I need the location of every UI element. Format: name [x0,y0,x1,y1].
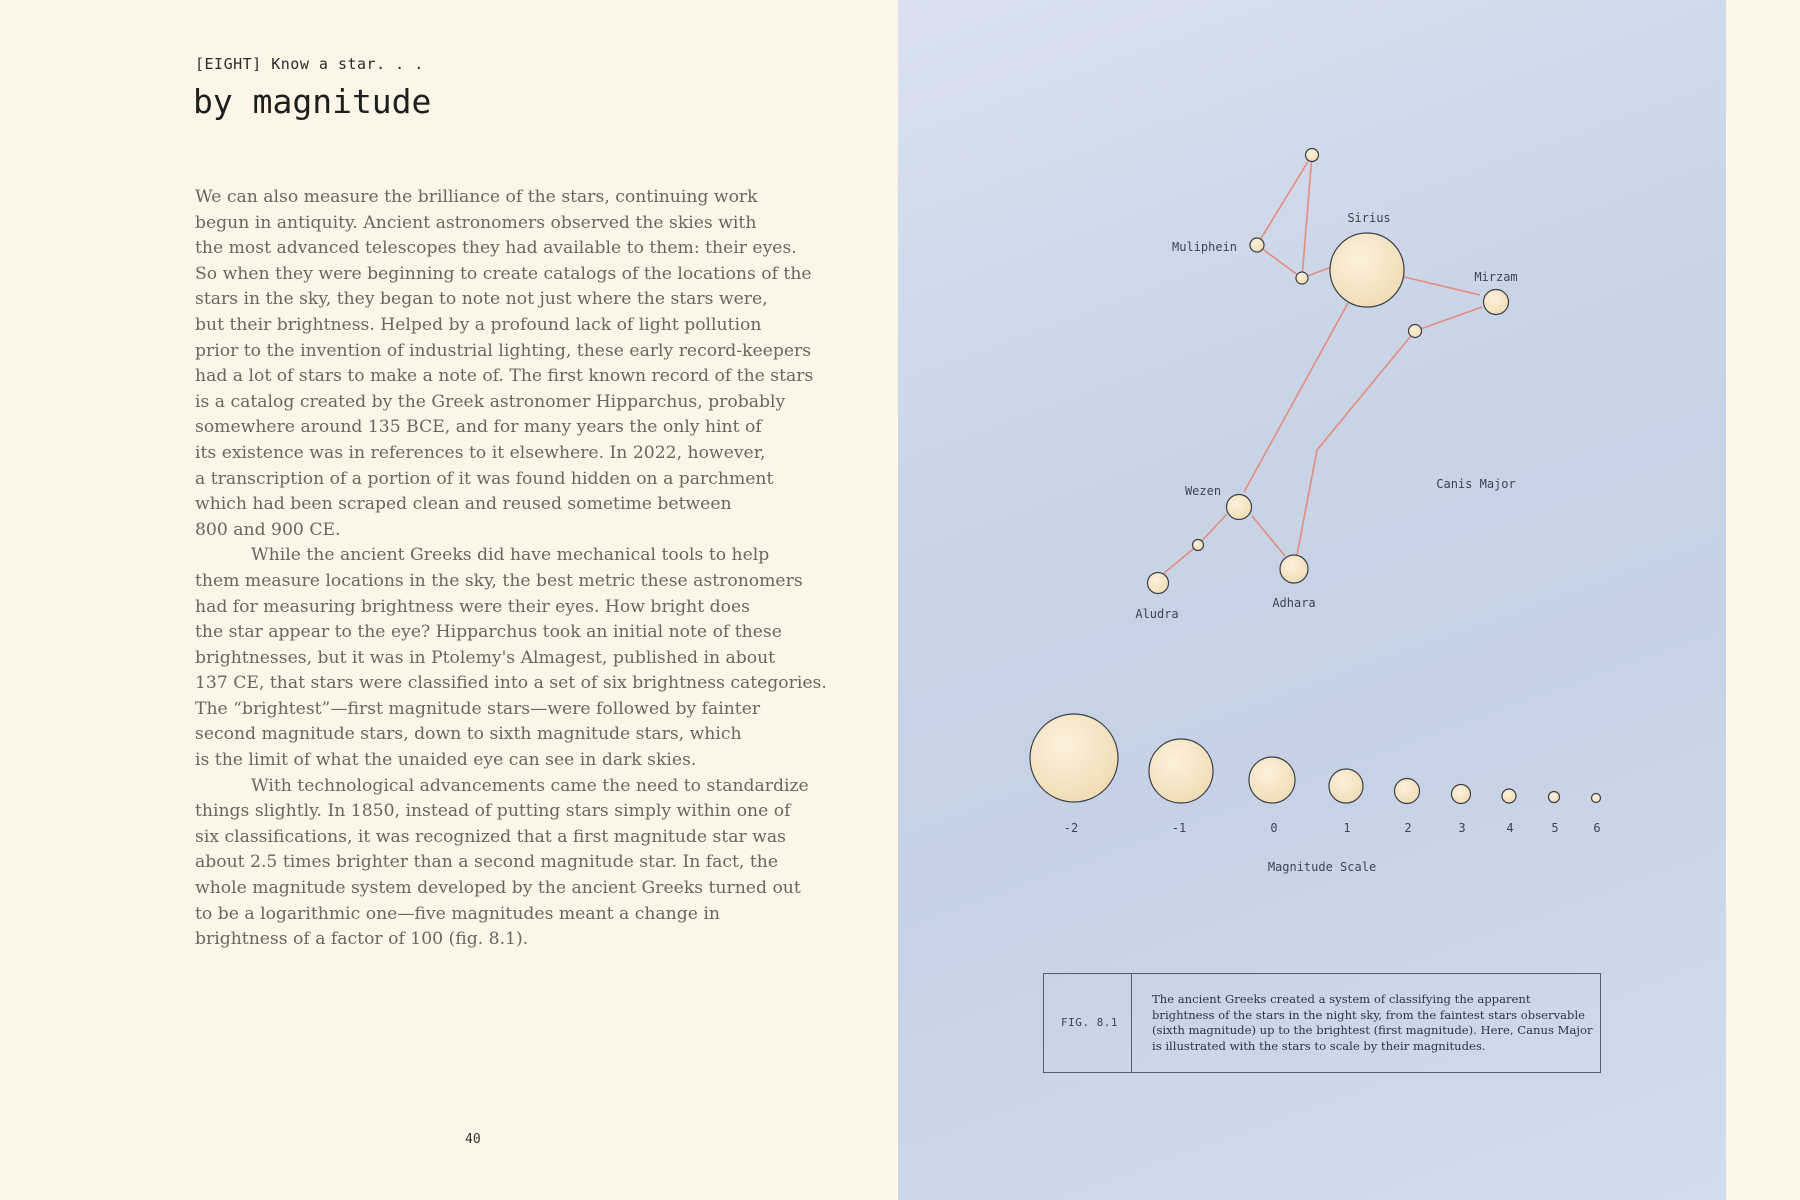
body-line: about 2.5 times brighter than a second magnitude star. In fact, the [195,852,778,873]
chapter-kicker: [EIGHT] Know a star. . . [195,55,424,73]
magnitude-tick-4: 4 [1506,821,1514,835]
body-line: second magnitude stars, down to sixth magnitude stars, which [195,724,742,745]
figure-caption-box [1043,973,1601,1073]
body-line: is the limit of what the unaided eye can see in dark skies. [195,750,697,771]
magnitude-tick-5: 5 [1551,821,1559,835]
body-text [195,185,827,953]
body-line: 137 CE, that stars were classified into a set of six brightness categories. [195,673,827,694]
body-line: So when they were beginning to create catalogs of the locations of the [195,263,812,284]
figure-label: FIG. 8.1 [1061,1016,1118,1029]
label-wezen: Wezen [1184,484,1222,498]
label-mirzam: Mirzam [1474,270,1518,284]
magnitude-tick-minus-1: -1 [1171,821,1187,835]
body-paragraph [195,185,814,543]
body-line: The “brightest”—first magnitude stars—were followed by fainter [195,698,761,719]
body-paragraph [195,774,809,953]
label-aludra: Aludra [1135,607,1179,621]
magnitude-tick-6: 6 [1593,821,1601,835]
label-constellation: Canis Major [1436,477,1516,491]
body-line: While the ancient Greeks did have mechanical tools to help [251,545,770,566]
body-line: a transcription of a portion of it was found hidden on a parchment [195,468,774,489]
magnitude-tick-0: 0 [1270,821,1278,835]
body-line: We can also measure the brilliance of the stars, continuing work [195,187,758,207]
magnitude-scale-title: Magnitude Scale [1267,860,1377,874]
label-adhara: Adhara [1272,596,1316,610]
body-line: somewhere around 135 BCE, and for many years the only hint of [195,417,762,438]
magnitude-tick-2: 2 [1404,821,1412,835]
body-line: brightness of a factor of 100 (fig. 8.1). [195,929,529,950]
caption-line: is illustrated with the stars to scale by their magnitudes. [1152,1038,1486,1053]
body-line: things slightly. In 1850, instead of putting stars simply within one of [195,801,791,822]
body-line: is a catalog created by the Greek astronomer Hipparchus, probably [195,391,786,412]
magnitude-tick-3: 3 [1458,821,1466,835]
caption-line: (sixth magnitude) up to the brightest (first magnitude). Here, Canus Major [1152,1023,1593,1038]
body-line: stars in the sky, they began to note not just where the stars were, [195,289,768,310]
magnitude-tick-1: 1 [1343,821,1351,835]
label-sirius: Sirius [1347,211,1391,225]
body-line: to be a logarithmic one—five magnitudes meant a change in [195,903,720,924]
body-line: prior to the invention of industrial lighting, these early record-keepers [195,340,812,361]
magnitude-tick-minus-2: -2 [1063,821,1079,835]
body-line: With technological advancements came the need to standardize [251,775,809,796]
page-title: by magnitude [193,82,432,121]
body-line: its existence was in references to it elsewhere. In 2022, however, [195,442,766,463]
body-line: had a lot of stars to make a note of. The first known record of the stars [195,366,814,387]
caption-line: brightness of the stars in the night sky, from the faintest stars observable [1152,1007,1586,1022]
body-line: the star appear to the eye? Hipparchus took an initial note of these [195,622,782,643]
caption-divider [1131,974,1132,1072]
body-line: them measure locations in the sky, the best metric these astronomers [195,570,803,591]
body-line: whole magnitude system developed by the ancient Greeks turned out [195,878,801,899]
caption-line: The ancient Greeks created a system of classifying the apparent [1152,992,1531,1006]
body-line: but their brightness. Helped by a profound lack of light pollution [195,314,762,335]
body-line: the most advanced telescopes they had available to them: their eyes. [195,238,797,259]
body-line: brightnesses, but it was in Ptolemy's Almagest, published in about [195,647,776,668]
body-line: begun in antiquity. Ancient astronomers observed the skies with [195,212,757,233]
body-line: which had been scraped clean and reused sometime between [195,494,732,515]
label-muliphein: Muliphein [1172,240,1238,254]
body-paragraph [195,543,827,773]
figure-caption-text [1152,992,1593,1054]
next-page-edge [1726,0,1800,1200]
body-line: had for measuring brightness were their eyes. How bright does [195,596,750,617]
body-line: six classifications, it was recognized that a first magnitude star was [195,826,786,847]
body-line: 800 and 900 CE. [195,519,341,540]
page-number: 40 [465,1132,481,1147]
